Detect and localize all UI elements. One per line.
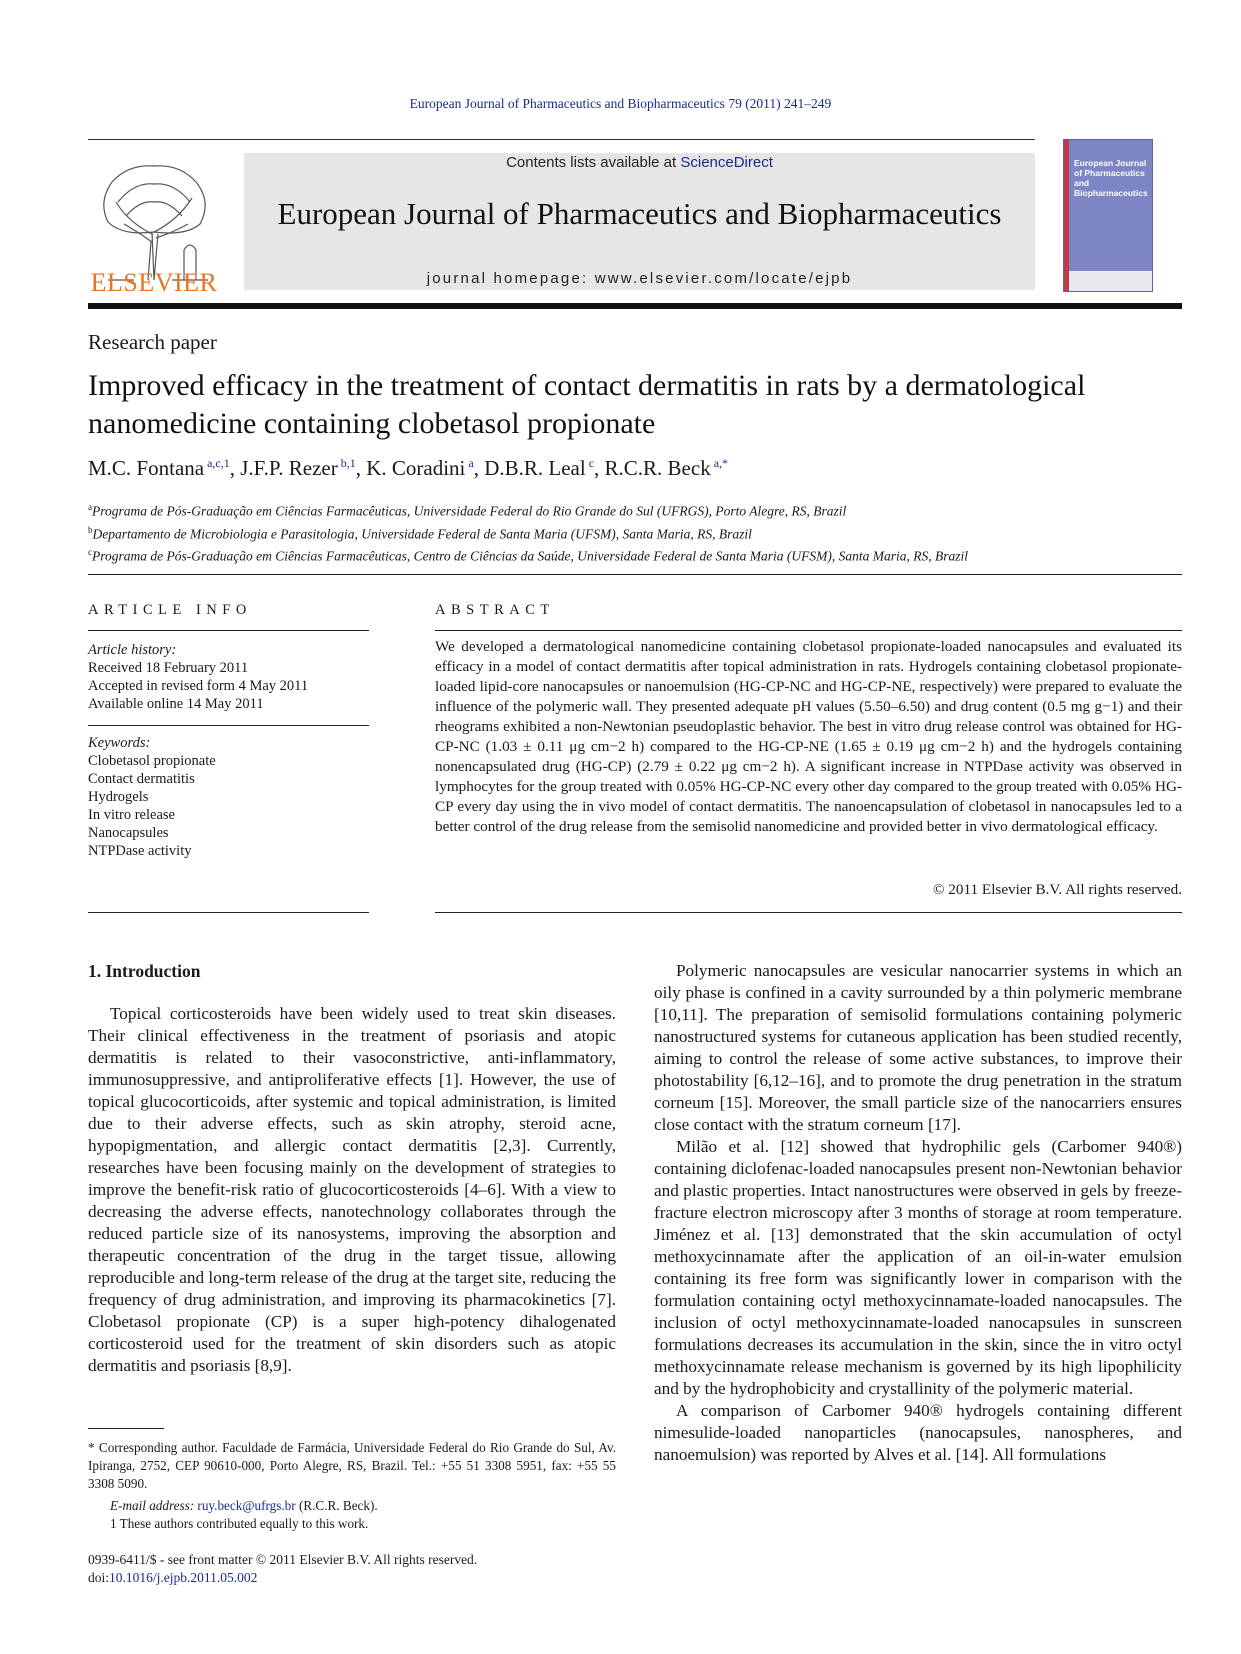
publisher-logo-text: ELSEVIER	[90, 268, 218, 297]
footnote-rule	[88, 1428, 164, 1429]
affiliation-text: Departamento de Microbiologia e Parasitologia, Universidade Federal de Santa Maria (UFSM), Santa Maria, RS, Brazil	[92, 526, 752, 541]
doi-label: doi:	[88, 1570, 110, 1585]
article-title: Improved efficacy in the treatment of contact dermatitis in rats by a dermatological nanomedicine containing clobetasol propionate	[88, 369, 1086, 440]
author-separator: ,	[473, 456, 485, 480]
journal-cover-image	[1063, 139, 1153, 292]
affiliation-text: Programa de Pós-Graduação em Ciências Farmacêuticas, Universidade Federal do Rio Grande do Sul (UFRGS), Porto Alegre, RS, Brazil	[92, 503, 847, 519]
cover-title: European Journal of Pharmaceutics and Biopharmaceutics	[1074, 158, 1148, 198]
affiliation-mark: a	[88, 502, 92, 512]
body-left-column	[88, 1003, 616, 1377]
journal-citation[interactable]: European Journal of Pharmaceutics and Biopharmaceutics 79 (2011) 241–249	[409, 96, 832, 111]
author-affiliation-marks[interactable]: a,c,1	[204, 456, 230, 470]
history-online: Available online 14 May 2011	[88, 696, 264, 712]
affiliation-mark: c	[88, 547, 92, 557]
author-name: D.B.R. Leal	[484, 456, 586, 480]
corresponding-author-note: * Corresponding author. Faculdade de Farmácia, Universidade Federal do Rio Grande do Sul, Av. Ipiranga, 2752, CEP 90610-000, Porto Alegre, RS, Brazil. Tel.: +55 51 3308 5951, fax: +55 55 3308 5090.	[88, 1440, 616, 1491]
email-link[interactable]: ruy.beck@ufrgs.br	[197, 1498, 296, 1513]
author-name: M.C. Fontana	[88, 456, 205, 480]
abstract-text: We developed a dermatological nanomedicine containing clobetasol propionate-loaded nanocapsules and evaluated its efficacy in a model of contact dermatitis after topical administration in rats. Hydrogels containing clobetasol propionate-loaded lipid-core nanocapsules or nanoemulsion (HG-CP-NC and HG-CP-NE, respectively) were prepared to evaluate the influence of the polymeric wall. They presented adequate pH values (5.50–6.50) and drug content (0.5 mg g−1) and their rheograms exhibited a non-Newtonian pseudoplastic behavior. The best in vitro drug release control was obtained for HG-CP-NC (1.03 ± 0.11 μg cm−2 h) compared to the HG-CP-NE (1.65 ± 0.19 μg cm−2 h) and the hydrogels containing nonencapsulated drug (HG-CP) (2.79 ± 0.22 μg cm−2 h). A significant increase in NTPDase activity was observed in lymphocytes for the group treated with 0.05% HG-CP-NC every other day compared to the group treated with 0.05% HG-CP every day using the in vivo model of contact dermatitis. The nanoencapsulation of clobetasol in nanocapsules led to a better control of the drug release from the semisolid nanomedicine and provided better in vivo dermatological efficacy.	[435, 638, 1182, 835]
journal-name: European Journal of Pharmaceutics and Biopharmaceutics	[277, 196, 1002, 231]
cover-band	[1064, 140, 1069, 291]
cover-footer	[1069, 271, 1152, 291]
affiliation	[88, 498, 1188, 521]
keyword: Contact dermatitis	[88, 771, 195, 787]
header-thick-rule	[88, 303, 1182, 309]
affiliation-text: Programa de Pós-Graduação em Ciências Farmacêuticas, Centro de Ciências da Saúde, Universidade Federal de Santa Maria (UFSM), Santa Maria, RS, Brazil	[92, 548, 968, 564]
keyword: NTPDase activity	[88, 843, 192, 859]
history-accepted: Accepted in revised form 4 May 2011	[88, 678, 309, 694]
header-rule	[88, 139, 1035, 140]
keyword: In vitro release	[88, 807, 175, 823]
article-info-heading: ARTICLE INFO	[88, 602, 252, 618]
doi-line	[88, 1569, 477, 1587]
author-name: R.C.R. Beck	[604, 456, 711, 480]
author-affiliation-marks[interactable]: a,*	[710, 456, 729, 470]
page-footer	[88, 1551, 477, 1587]
journal-homepage[interactable]: journal homepage: www.elsevier.com/locate/ejpb	[426, 270, 853, 287]
issn-line: 0939-6411/$ - see front matter © 2011 Elsevier B.V. All rights reserved.	[88, 1552, 478, 1567]
keywords-label: Keywords:	[88, 735, 151, 751]
author-affiliation-marks[interactable]: b,1	[337, 456, 356, 470]
author-separator: ,	[355, 456, 367, 480]
email-suffix: (R.C.R. Beck).	[295, 1498, 378, 1513]
contents-prefix: Contents lists available at	[506, 154, 681, 171]
keyword: Hydrogels	[88, 789, 149, 805]
email-note	[88, 1497, 616, 1515]
author-list	[88, 456, 728, 481]
article-info-bottom-rule	[88, 912, 369, 913]
author-name: J.F.P. Rezer	[240, 456, 338, 480]
body-right-column	[654, 960, 1182, 1466]
author-affiliation-marks[interactable]: a	[465, 456, 474, 470]
history-received: Received 18 February 2011	[88, 660, 249, 676]
abstract-rule	[435, 630, 1182, 631]
footnotes	[88, 1439, 616, 1533]
affiliation-mark: b	[88, 524, 93, 535]
keyword: Nanocapsules	[88, 825, 169, 841]
body-paragraph: Milão et al. [12] showed that hydrophilic gels (Carbomer 940®) containing diclofenac-loaded nanocapsules present non-Newtonian behavior and plastic properties. Intact nanostructures were observed in gels by freeze-fracture electron microscopy after 3 months of storage at room temperature. Jiménez et al. [13] demonstrated that the skin accumulation of octyl methoxycinnamate after the application of an oil-in-water emulsion containing its free form was significantly lower in comparison with the formulation containing octyl methoxycinnamate-loaded nanocapsules. The inclusion of octyl methoxycinnamate-loaded nanocapsules in sunscreen formulations decreases its accumulation in the skin, since the in vitro octyl methoxycinnamate release mechanism is governed by its high lipophilicity and by the hydrophobicity and crystallinity of the polymeric material.	[654, 1137, 1182, 1398]
abstract-copyright: © 2011 Elsevier B.V. All rights reserved.	[932, 881, 1182, 898]
email-label: E-mail address:	[110, 1498, 198, 1513]
history-label: Article history:	[88, 642, 177, 658]
sciencedirect-link[interactable]: ScienceDirect	[680, 154, 773, 171]
contents-line	[244, 154, 1035, 171]
abstract-heading: ABSTRACT	[435, 602, 555, 618]
abstract-bottom-rule	[435, 912, 1182, 913]
paper-type: Research paper	[88, 330, 217, 354]
author-separator: ,	[229, 456, 241, 480]
body-paragraph: Polymeric nanocapsules are vesicular nanocarrier systems in which an oily phase is confined in a cavity surrounded by a thin polymeric membrane [10,11]. The preparation of semisolid formulations containing polymeric nanostructured systems for cutaneous application has been studied recently, aiming to control the release of some active substances, to improve their photostability [6,12–16], and to promote the drug penetration in the stratum corneum [15]. Moreover, the small particle size of the nanocarriers ensures close contact with the stratum corneum [17].	[654, 961, 1182, 1134]
article-info-rule	[88, 630, 369, 631]
affiliation	[88, 543, 1188, 566]
author-separator: ,	[594, 456, 605, 480]
section-heading-introduction: 1. Introduction	[88, 961, 201, 981]
body-paragraph: A comparison of Carbomer 940® hydrogels containing different nimesulide-loaded nanoparticles (nanocapsules, nanospheres, and nanoemulsion) was reported by Alves et al. [14]. All formulations	[654, 1401, 1182, 1464]
title-rule	[88, 574, 1182, 575]
author-name: K. Coradini	[366, 456, 466, 480]
article-history	[88, 641, 369, 713]
keyword: Clobetasol propionate	[88, 753, 216, 769]
doi-link[interactable]: 10.1016/j.ejpb.2011.05.002	[109, 1570, 258, 1585]
affiliation	[88, 521, 1188, 544]
affiliations	[88, 498, 1188, 566]
author-affiliation-marks[interactable]: c	[585, 456, 595, 470]
keywords-rule	[88, 725, 369, 726]
keywords	[88, 734, 369, 860]
equal-contribution-note: 1 These authors contributed equally to this work.	[110, 1516, 369, 1531]
body-paragraph: Topical corticosteroids have been widely used to treat skin diseases. Their clinical effectiveness in the treatment of psoriasis and atopic dermatitis is related to their vasoconstrictive, anti-inflammatory, immunosuppressive, and antiproliferative effects [1]. However, the use of topical glucocorticoids, after systemic and topical administration, is limited due to their adverse effects, such as skin atrophy, steroid acne, hypopigmentation, and allergic contact dermatitis [2,3]. Currently, researches have been focusing mainly on the development of strategies to improve the benefit-risk ratio of glucocorticosteroids [4–6]. With a view to decreasing the adverse effects, nanotechnology collaborates through the reduced particle size of its nanosystems, improving the absorption and therapeutic concentration of the drug in the target tissue, allowing reproducible and long-term release of the drug at the target site, reducing the frequency of drug administration, and improving its pharmacokinetics [7]. Clobetasol propionate (CP) is a super high-potency dihalogenated corticosteroid used for the treatment of skin disorders such as atopic dermatitis and psoriasis [8,9].	[88, 1004, 616, 1375]
